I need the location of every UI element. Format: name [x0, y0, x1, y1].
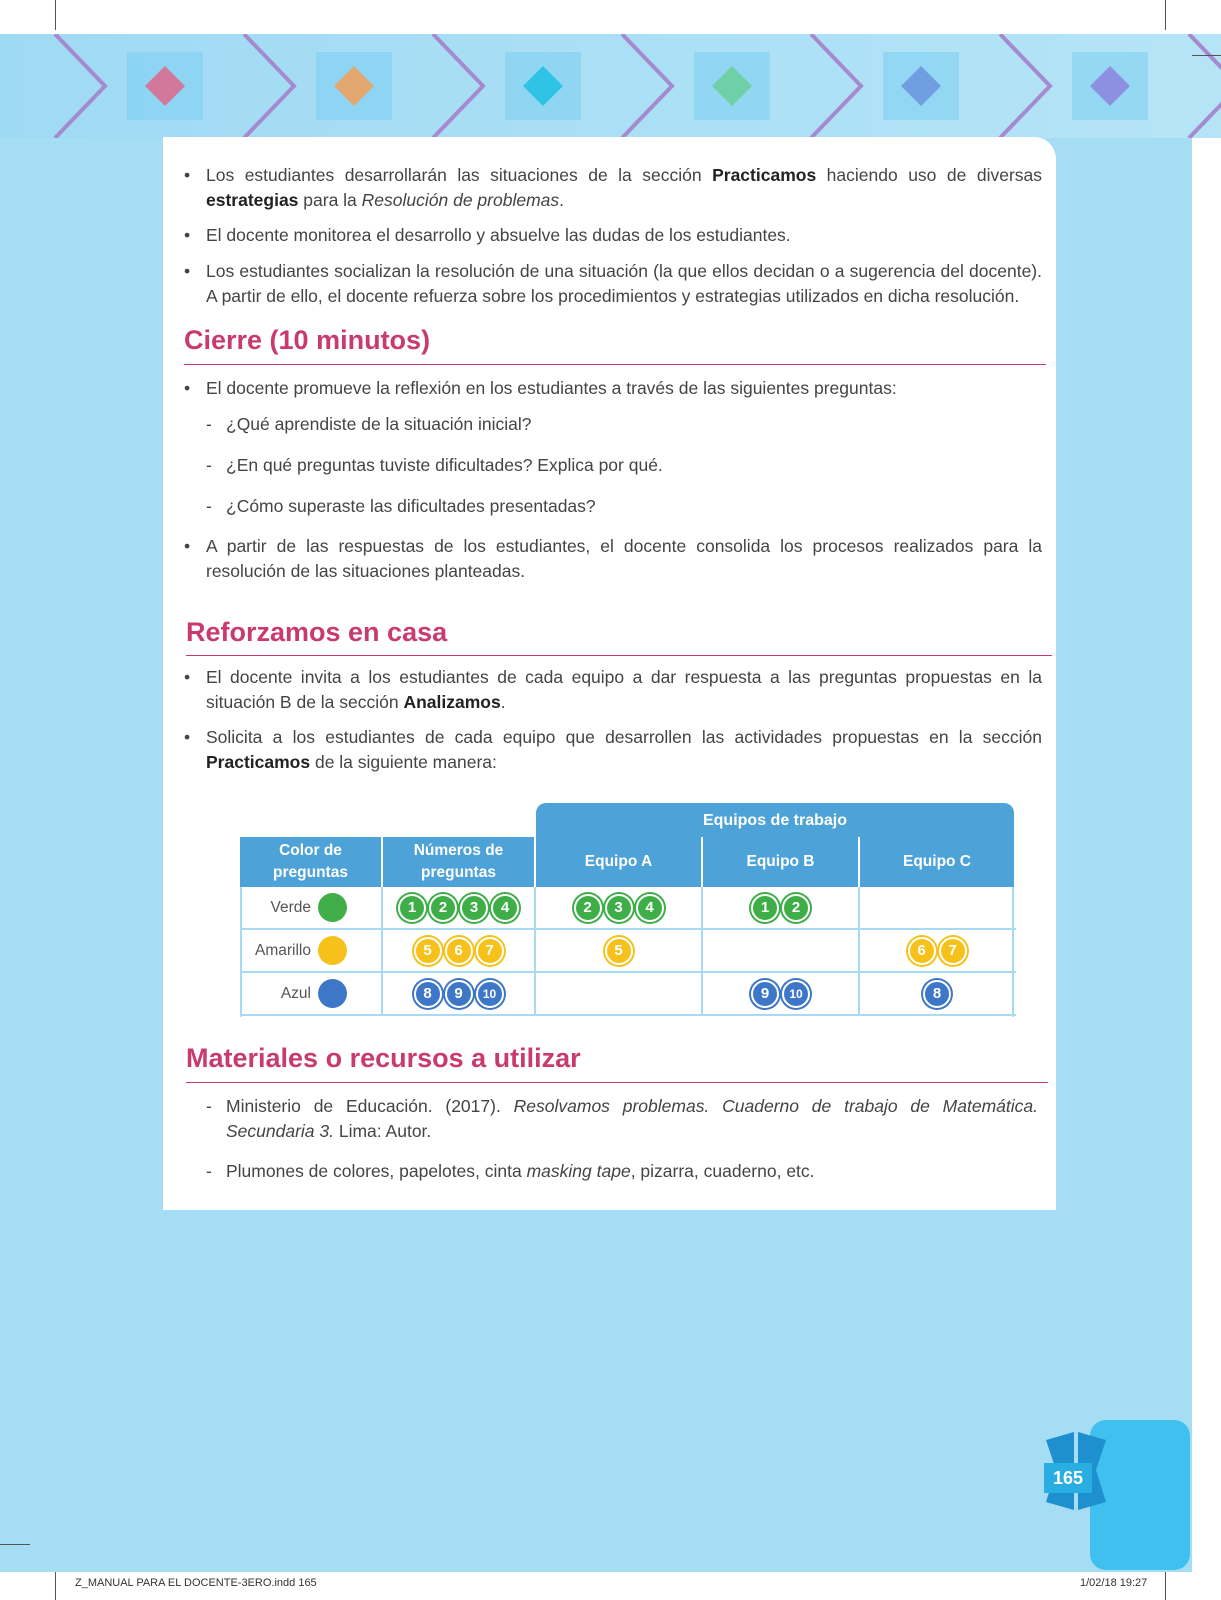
- header-equipo-b: Equipo B: [703, 837, 860, 887]
- page-number-ornament: [1034, 1420, 1194, 1570]
- footer-date: 1/02/18 19:27: [1080, 1577, 1148, 1589]
- italic-text: Resolvamos problemas. Cuaderno de trabajo de Matemática. Secundaria 3.: [226, 1096, 1038, 1141]
- heading-reforzamos: Reforzamos en casa: [186, 617, 448, 647]
- text: para la: [298, 190, 362, 210]
- question-number-badge: 2: [782, 894, 810, 922]
- crop-mark: [1192, 55, 1221, 56]
- heading-rule: [184, 364, 1046, 365]
- text: de la siguiente manera:: [310, 752, 497, 772]
- text: , pizarra, cuaderno, etc.: [630, 1161, 815, 1181]
- team-assignment-table: [240, 803, 1014, 1017]
- question-number-badge: 10: [476, 980, 504, 1008]
- color-cell: [240, 887, 383, 928]
- color-cell: [240, 930, 383, 971]
- question-number-badge: 9: [751, 980, 779, 1008]
- italic-text: masking tape: [526, 1161, 631, 1181]
- color-label: Azul: [280, 984, 311, 1002]
- question-item: - ¿Qué aprendiste de la situación inicial?: [226, 412, 1026, 437]
- bullet-reflexion: • El docente promueve la reflexión en los estudiantes a través de las siguientes preguntas:: [206, 376, 1042, 401]
- text: Plumones de colores, papelotes, cinta: [226, 1161, 527, 1181]
- question-number-badge: 4: [636, 894, 664, 922]
- text: .: [500, 692, 506, 712]
- numbers-cell: [860, 930, 1014, 971]
- crop-mark: [1165, 0, 1166, 30]
- question-number-badge: 6: [908, 937, 936, 965]
- color-swatch: [318, 936, 347, 965]
- bullet-practicamos: [206, 163, 1042, 213]
- table-row: [242, 930, 1016, 973]
- header-equipo-a: Equipo A: [536, 837, 703, 887]
- question-number-badge: 2: [429, 894, 457, 922]
- color-cell: [240, 973, 383, 1014]
- text: Lima: Autor.: [334, 1121, 432, 1141]
- numbers-cell: [536, 887, 703, 928]
- numbers-cell: [703, 887, 860, 928]
- heading-materiales: Materiales o recursos a utilizar: [186, 1043, 581, 1073]
- color-swatch: [318, 893, 347, 922]
- bullet-invita: [206, 665, 1042, 715]
- bullet-monitorea: • El docente monitorea el desarrollo y absuelve las dudas de los estudiantes.: [206, 223, 1042, 248]
- question-item: - ¿En qué preguntas tuviste dificultades? Explica por qué.: [226, 453, 1026, 478]
- footer-file: Z_MANUAL PARA EL DOCENTE-3ERO.indd 165: [75, 1577, 317, 1589]
- numbers-cell: [860, 973, 1014, 1014]
- bold-text: Analizamos: [403, 692, 501, 712]
- numbers-cell: [703, 930, 860, 971]
- question-number-badge: 7: [476, 937, 504, 965]
- heading-rule: [186, 655, 1052, 656]
- numbers-cell: [536, 973, 703, 1014]
- group-header: Equipos de trabajo: [536, 803, 1014, 838]
- numbers-cell: [383, 973, 536, 1014]
- header-equipo-c: Equipo C: [860, 837, 1014, 887]
- bullet-socializan: • Los estudiantes socializan la resolución de una situación (la que ellos decidan o a sugerencia del docente). A partir de ello, el docente refuerza sobre los procedimientos y estrategias utilizados en dicha resolución.: [206, 259, 1042, 309]
- question-number-badge: 2: [574, 894, 602, 922]
- question-item: - ¿Cómo superaste las dificultades presentadas?: [226, 494, 1026, 519]
- text: haciendo uso de diversas: [816, 165, 1043, 185]
- question-number-badge: 4: [491, 894, 519, 922]
- question-number-badge: 8: [414, 980, 442, 1008]
- question-number-badge: 1: [751, 894, 779, 922]
- heading-rule: [186, 1082, 1048, 1083]
- table-row: [242, 887, 1016, 930]
- question-number-badge: 5: [605, 937, 633, 965]
- numbers-cell: [860, 887, 1014, 928]
- question-number-badge: 1: [398, 894, 426, 922]
- crop-mark: [55, 0, 56, 30]
- crop-mark: [1165, 1572, 1166, 1600]
- question-number-badge: 6: [445, 937, 473, 965]
- heading-cierre: Cierre (10 minutos): [184, 325, 431, 355]
- crop-mark: [0, 1544, 30, 1545]
- material-item: [226, 1094, 1038, 1144]
- color-swatch: [318, 979, 347, 1008]
- page-number: 165: [1044, 1463, 1092, 1493]
- bullet-solicita: [206, 725, 1042, 775]
- decorative-header-pattern: [0, 34, 1221, 138]
- text: El docente invita a los estudiantes de cada equipo a dar respuesta a las preguntas propuestas en la situación B de la sección: [206, 667, 1042, 712]
- question-number-badge: 9: [445, 980, 473, 1008]
- question-number-badge: 3: [605, 894, 633, 922]
- bold-text: Practicamos: [206, 752, 311, 772]
- text: Los estudiantes desarrollarán las situaciones de la sección: [206, 165, 713, 185]
- material-item: [226, 1159, 1038, 1184]
- question-number-badge: 8: [923, 980, 951, 1008]
- numbers-cell: [383, 887, 536, 928]
- question-number-badge: 10: [782, 980, 810, 1008]
- numbers-cell: [703, 973, 860, 1014]
- text: .: [559, 190, 565, 210]
- numbers-cell: [536, 930, 703, 971]
- text: Solicita a los estudiantes de cada equipo que desarrollen las actividades propuestas en la sección: [206, 727, 1042, 747]
- text: Ministerio de Educación. (2017).: [226, 1096, 514, 1116]
- table-body: [240, 887, 1014, 1017]
- color-label: Verde: [270, 898, 311, 916]
- bold-text: Practicamos: [712, 165, 817, 185]
- bullet-consolida: • A partir de las respuestas de los estudiantes, el docente consolida los procesos realizados para la resolución de las situaciones planteadas.: [206, 534, 1042, 584]
- question-number-badge: 5: [414, 937, 442, 965]
- table-row: [242, 973, 1016, 1016]
- question-number-badge: 3: [460, 894, 488, 922]
- question-number-badge: 7: [939, 937, 967, 965]
- italic-text: Resolución de problemas: [361, 190, 560, 210]
- crop-mark: [55, 1572, 56, 1600]
- numbers-cell: [383, 930, 536, 971]
- header-color: Color de preguntas: [240, 837, 383, 887]
- header-numeros: Números de preguntas: [383, 837, 536, 887]
- bold-text: estrategias: [206, 190, 299, 210]
- color-label: Amarillo: [255, 941, 311, 959]
